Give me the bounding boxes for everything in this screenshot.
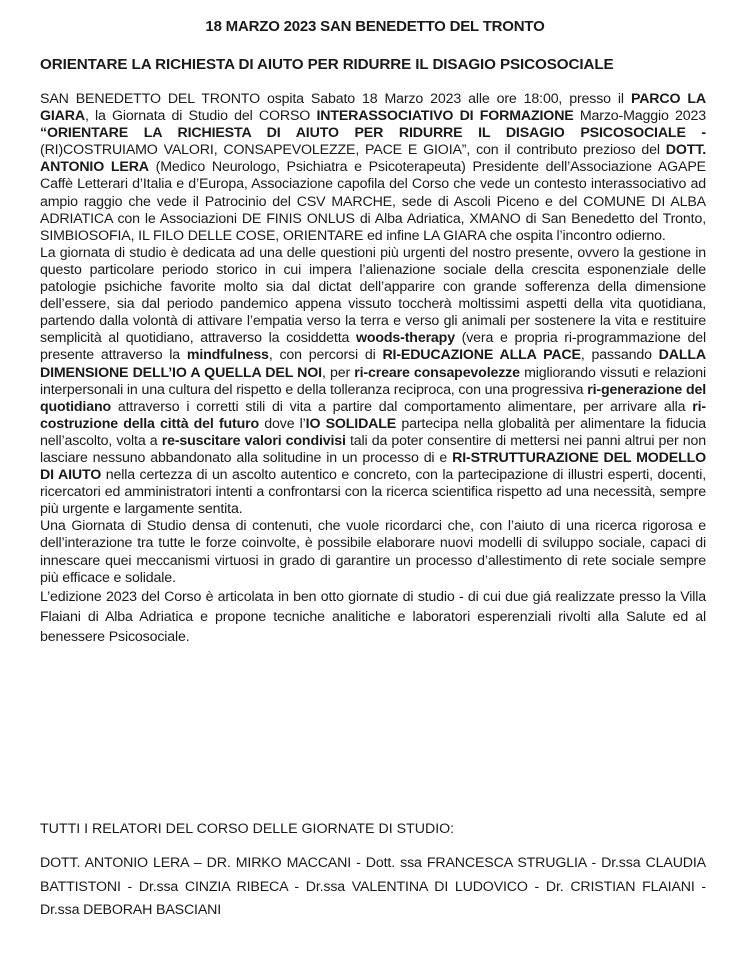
speakers-list: DOTT. ANTONIO LERA – DR. MIRKO MACCANI - Dott. ssa FRANCESCA STRUGLIA - Dr.ssa CLAUDIA BATTISTONI - Dr.ssa CINZIA RIBECA - Dr.ssa VALENTINA DI LUDOVICO - Dr. CRISTIAN FLAIANI - Dr.ssa DEBORAH BASCIANI	[40, 855, 706, 918]
text: , per	[321, 364, 355, 381]
speakers-heading: TUTTI I RELATORI DEL CORSO DELLE GIORNATE DI STUDIO:	[40, 821, 455, 837]
text: , con percorsi di	[268, 347, 383, 364]
bold-text: DOTT. ANTONIO LERA	[40, 142, 706, 176]
text: , la Giornata di Studio del CORSO	[84, 108, 317, 125]
text: Una Giornata di Studio densa di contenuti, che vuole ricordarci che, con l’aiuto di una ricerca rigorosa e dell’interazione tra tutte le forze coinvolte, è possibile elaborare nuovi modelli di sviluppo sociale, capaci di innescare quei meccanismi virtuosi in grado di garantire un processo d’allestimento di rete sociale sempre più efficace e solidale.	[40, 518, 706, 586]
text: (Medico Neurologo, Psichiatra e Psicoterapeuta) Presidente dell’Associazione AGAPE Caffè Letterari d’Italia e d’Europa, Associazione capofila del Corso che vede un contesto interassociativo ad ampio raggio che vede il Patrocinio del CSV MARCHE, sede di Ascoli Piceno e del COMUNE DI ALBA ADRIATICA con le Associazioni DE FINIS ONLUS di Alba Adriatica, XMANO di San Benedetto del Tronto, SIMBIOSOFIA, IL FILO DELLE COSE, ORIENTARE ed infine LA GIARA che ospita l’incontro odierno.	[40, 159, 706, 244]
bold-text: re-suscitare valori condivisi	[161, 432, 346, 449]
text: SAN BENEDETTO DEL TRONTO ospita Sabato 18 Marzo 2023 alle ore 18:00, presso il	[40, 91, 631, 107]
bold-text: RI-STRUTTURAZIONE DEL MODELLO DI AIUTO	[40, 449, 706, 484]
bold-text: “ORIENTARE LA RICHIESTA DI AIUTO PER RIDURRE IL DISAGIO PSICOSOCIALE -	[40, 125, 706, 142]
text: (vera e propria ri-programmazione del presente attraverso la	[40, 330, 707, 364]
text: nella certezza di un ascolto autentico e concreto, con la partecipazione di illustri esperti, docenti, ricercatori ed amministratori intenti a confrontarsi con la ricerca scientifica rispetto ad una necessità, sempre più urgente e largamente sentita.	[40, 467, 707, 518]
bold-text: woods-therapy	[355, 330, 455, 347]
bold-text: INTERASSOCIATIVO DI FORMAZIONE	[316, 108, 574, 125]
bold-text: ri-creare consapevolezze	[354, 364, 520, 381]
text: partecipa nella globalità per alimentare la fiducia nell’ascolto, volta a	[40, 415, 706, 449]
bold-text: mindfulness	[186, 347, 269, 364]
text: La giornata di studio è dedicata ad una delle questioni più urgenti del nostro presente, ovvero la gestione in questo particolare periodo storico in cui impera l’alienazione sociale della crescita esponenziale delle patologie psichiche favorite molto sia dal dictat dell’apparire con grande sofferenza della dimensione dell’essere, sia dal periodo pandemico appena vissuto toccherà moltissimi aspetti della vita quotidiana, partendo dalla volontà di attivare l’empatia verso la terra e verso gli animali per sostenere la vita e restituire semplicità al quotidiano, attraverso la cosiddetta	[40, 244, 706, 347]
bold-text: DALLA DIMENSIONE DELL’IO A QUELLA DEL NOI	[40, 347, 706, 381]
main-title: ORIENTARE LA RICHIESTA DI AIUTO PER RIDURRE IL DISAGIO PSICOSOCIALE	[40, 56, 614, 73]
paragraph-study-day	[40, 245, 706, 519]
text: tali da poter consentire di mettersi nei panni altrui per non lasciare nessuno abbandonato alla solitudine in un processo di e	[40, 432, 707, 466]
text: L’edizione 2023 del Corso è articolata in ben otto giornate di studio - di cui due giá realizzate presso la Villa Flaiani di Alba Adriatica e propone tecniche analitiche e laboratori esperenziali rivolti alla Salute ed al benessere Psicosociale.	[40, 588, 706, 645]
bold-text: ri-costruzione della città del futuro	[40, 398, 706, 432]
paragraph-edition	[40, 587, 706, 647]
text: (RI)COSTRUIAMO VALORI, CONSAPEVOLEZZE, PACE E GIOIA”, con il contributo prezioso del	[40, 142, 666, 159]
bold-text: RI-EDUCAZIONE ALLA PACE	[382, 347, 581, 364]
text: dove l’	[259, 415, 306, 432]
bold-text: IO SOLIDALE	[305, 415, 397, 432]
text: , passando	[580, 347, 659, 364]
text: Marzo-Maggio 2023	[573, 108, 706, 125]
bold-text: PARCO LA GIARA	[40, 91, 706, 125]
text: migliorando vissuti e relazioni interpersonali in una cultura del rispetto e della tolleranza reciproca, con una progressiva	[40, 364, 707, 398]
paragraph-content	[40, 518, 706, 586]
text: attraverso i corretti stili di vita a partire dal comportamento alimentare, per arrivare alla	[111, 398, 693, 415]
bold-text: ri-generazione del quotidiano	[40, 381, 706, 415]
date-title: 18 MARZO 2023 SAN BENEDETTO DEL TRONTO	[205, 18, 545, 35]
paragraph-intro	[40, 91, 706, 245]
document-body	[40, 91, 706, 647]
